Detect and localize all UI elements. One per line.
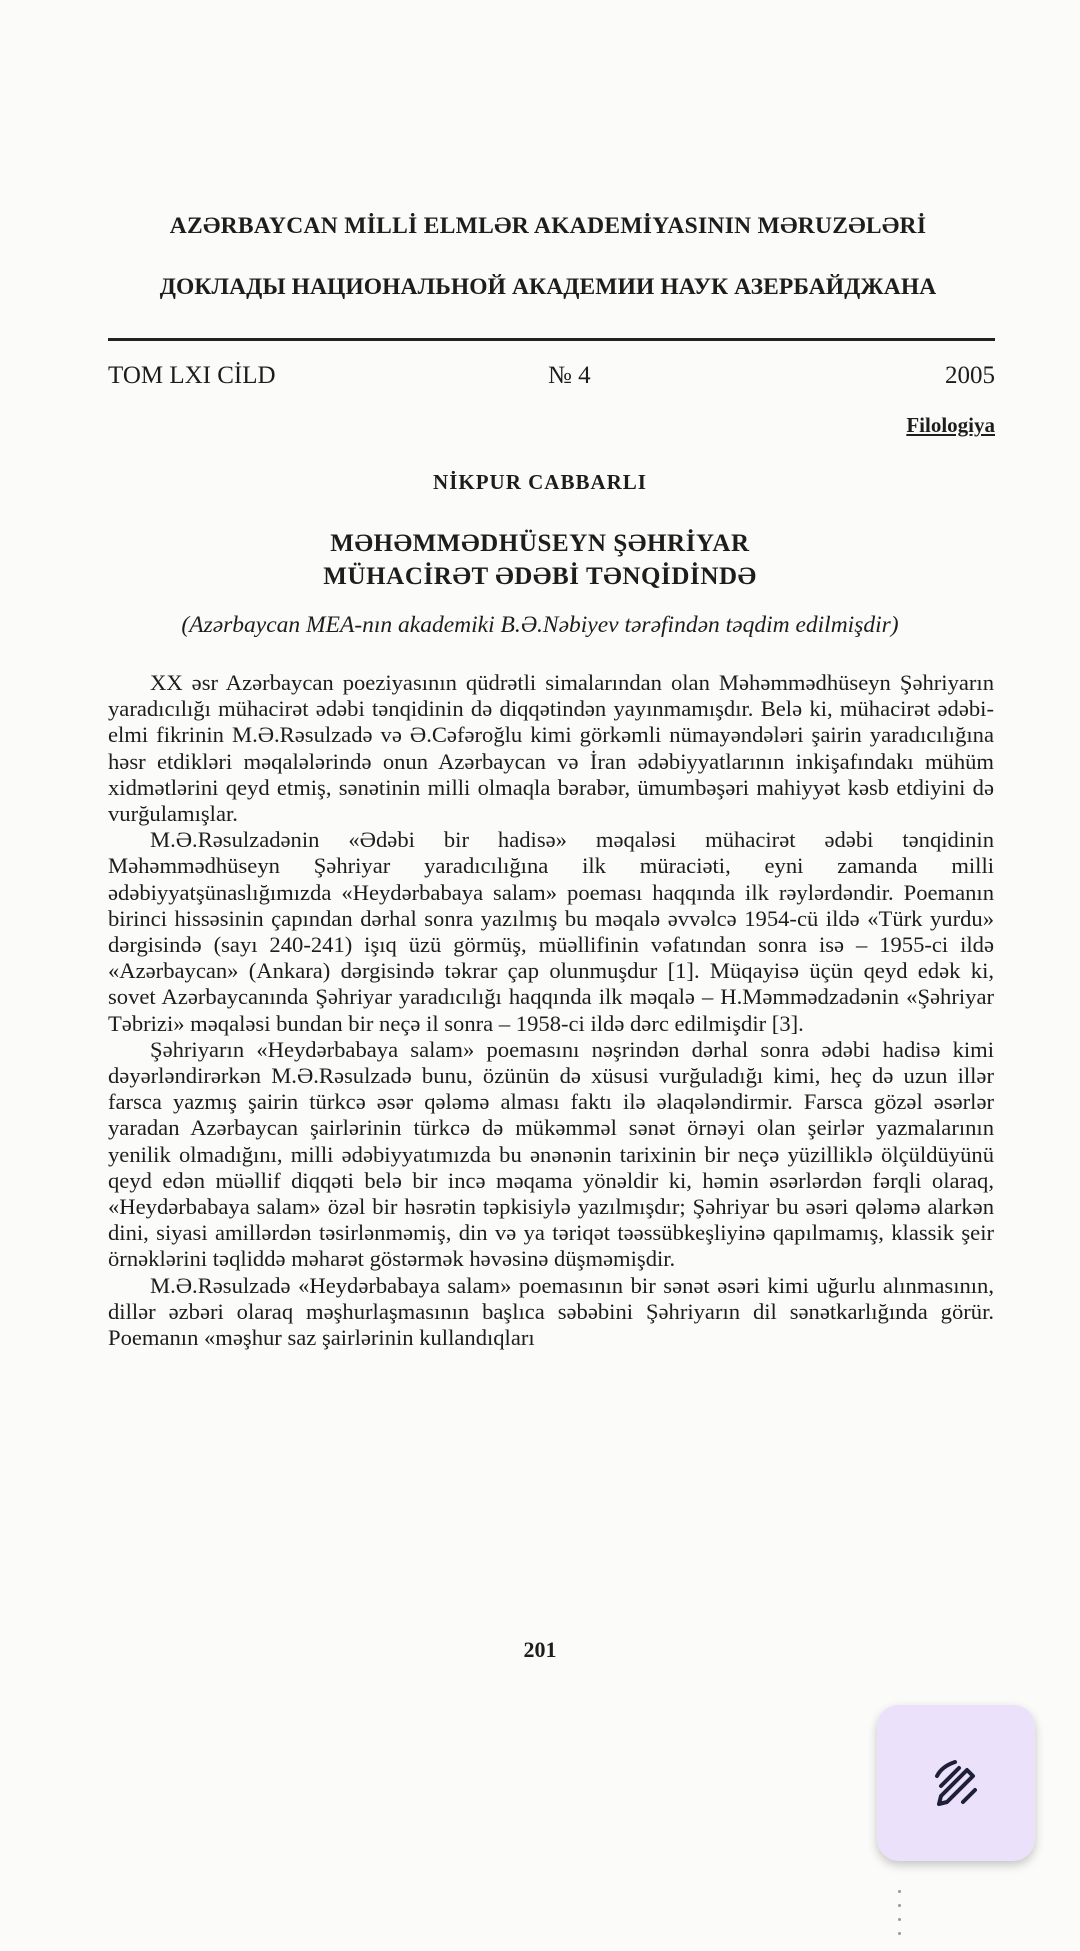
paragraph: M.Ə.Rəsulzadə «Heydərbabaya salam» poemasının bir sənət əsəri kimi uğurlu alınmasının, dillər əzbəri olaraq məşhurlaşmasının başlıca səbəbini Şəhriyarın dil sənətkarlığında görür. Poemanın «məşhur saz şairlərinin kullandıqları bbox=[108, 1272, 994, 1351]
paragraph: XX əsr Azərbaycan poeziyasının qüdrətli simalarından olan Məhəmmədhüseyn Şəhriyarın yaradıcılığı mühacirət ədəbi tənqidinin də diqqətindən yayınmamışdır. Belə ki, mühacirət ədəbi-elmi fikrinin M.Ə.Rəsulzadə və Ə.Cəfəroğlu kimi görkəmli nümayəndələri şairin yaradıcılığına həsr etdikləri məqalələrində onun Azərbaycan və İran ədəbiyyatlarının inkişafındakı mühüm xidmətlərini qeyd etmiş, sənətinin milli olmaqla bərabər, ümumbəşəri mahiyyət kəsb etdiyini də vurğulamışlar. bbox=[108, 670, 994, 827]
article-title bbox=[0, 527, 1080, 593]
section-label: Filologiya bbox=[906, 413, 995, 437]
article-author: NİKPUR CABBARLI bbox=[433, 470, 647, 494]
article-title-line-2: MÜHACİRƏT ƏDƏBİ TƏNQİDİNDƏ bbox=[323, 563, 757, 590]
paragraph: Şəhriyarın «Heydərbabaya salam» poemasını nəşrindən dərhal sonra ədəbi hadisə kimi dəyərləndirərkən M.Ə.Rəsulzadə bunu, özünün də xüsusi vurğuladığı kimi, heç də uzun illər farsca yazmış şairin türkcə əsər qələmə alması faktı ilə əlaqələndirmir. Farsca gözəl əsərlər yaradan Azərbaycan şairlərinin türkcə də mükəmməl sənət örnəyi olan şeirlər yazmalarının yenilik olmadığını, milli ədəbiyyatımızda bu ənənənin tarixinin bir neçə yüzilliklə ölçüldüyünü qeyd edən müəllif diqqəti belə bir incə məqama yönəldir ki, həmin əsərlərdən fərqli olaraq, «Heydərbabaya salam» özəl bir həsrətin təpkisiylə yazılmışdır; Şəhriyar bu əsəri qələmə alarkən dini, siyasi amillərdən təsirlənməmiş, din və ya təriqət təəssübkeşliyinə qapılmamış, klassik şeir örnəklərini təqliddə məharət göstərmək həvəsinə düşməmişdir. bbox=[108, 1036, 994, 1272]
page-edge-dots bbox=[898, 1890, 902, 1940]
edit-button[interactable] bbox=[877, 1705, 1035, 1861]
article-title-line-1: MƏHƏMMƏDHÜSEYN ŞƏHRİYAR bbox=[330, 530, 750, 557]
issue-info bbox=[108, 362, 995, 394]
journal-title-az: AZƏRBAYCAN MİLLİ ELMLƏR AKADEMİYASININ MƏRUZƏLƏRİ bbox=[169, 213, 927, 239]
presented-by-note: (Azərbaycan MEA-nın akademiki B.Ə.Nəbiyev tərəfindən təqdim edilmişdir) bbox=[181, 612, 899, 638]
issue-year: 2005 bbox=[945, 362, 995, 389]
header-rule bbox=[108, 338, 995, 341]
article-body bbox=[108, 670, 994, 1351]
journal-title-ru: ДОКЛАДЫ НАЦИОНАЛЬНОЙ АКАДЕМИИ НАУК АЗЕРБАЙДЖАНА bbox=[159, 274, 937, 300]
issue-number: № 4 bbox=[548, 362, 591, 389]
volume-label: TOM LXI CİLD bbox=[108, 362, 276, 389]
edit-pen-icon bbox=[929, 1756, 983, 1810]
page-number: 201 bbox=[523, 1637, 557, 1662]
paragraph: M.Ə.Rəsulzadənin «Ədəbi bir hadisə» məqaləsi mühacirət ədəbi tənqidinin Məhəmmədhüseyn Şəhriyar yaradıcılığına ilk müraciəti, eyni zamanda milli ədəbiyyatşünaslığımızda «Heydərbabaya salam» poeması haqqında ilk rəylərdəndir. Poemanın birinci hissəsinin çapından dərhal sonra yazılmış bu məqalə əvvəlcə 1954-cü ildə «Türk yurdu» dərgisində (sayı 240-241) işıq üzü görmüş, müəllifinin vəfatından sonra isə – 1955-ci ildə «Azərbaycan» (Ankara) dərgisində təkrar çap olunmuşdur [1]. Müqayisə üçün qeyd edək ki, sovet Azərbaycanında Şəhriyar yaradıcılığı haqqında ilk məqalə – H.Məmmədzadənin «Şəhriyar Təbrizi» məqaləsi bundan bir neçə il sonra – 1958-ci ildə dərc edilmişdir [3]. bbox=[108, 827, 994, 1036]
